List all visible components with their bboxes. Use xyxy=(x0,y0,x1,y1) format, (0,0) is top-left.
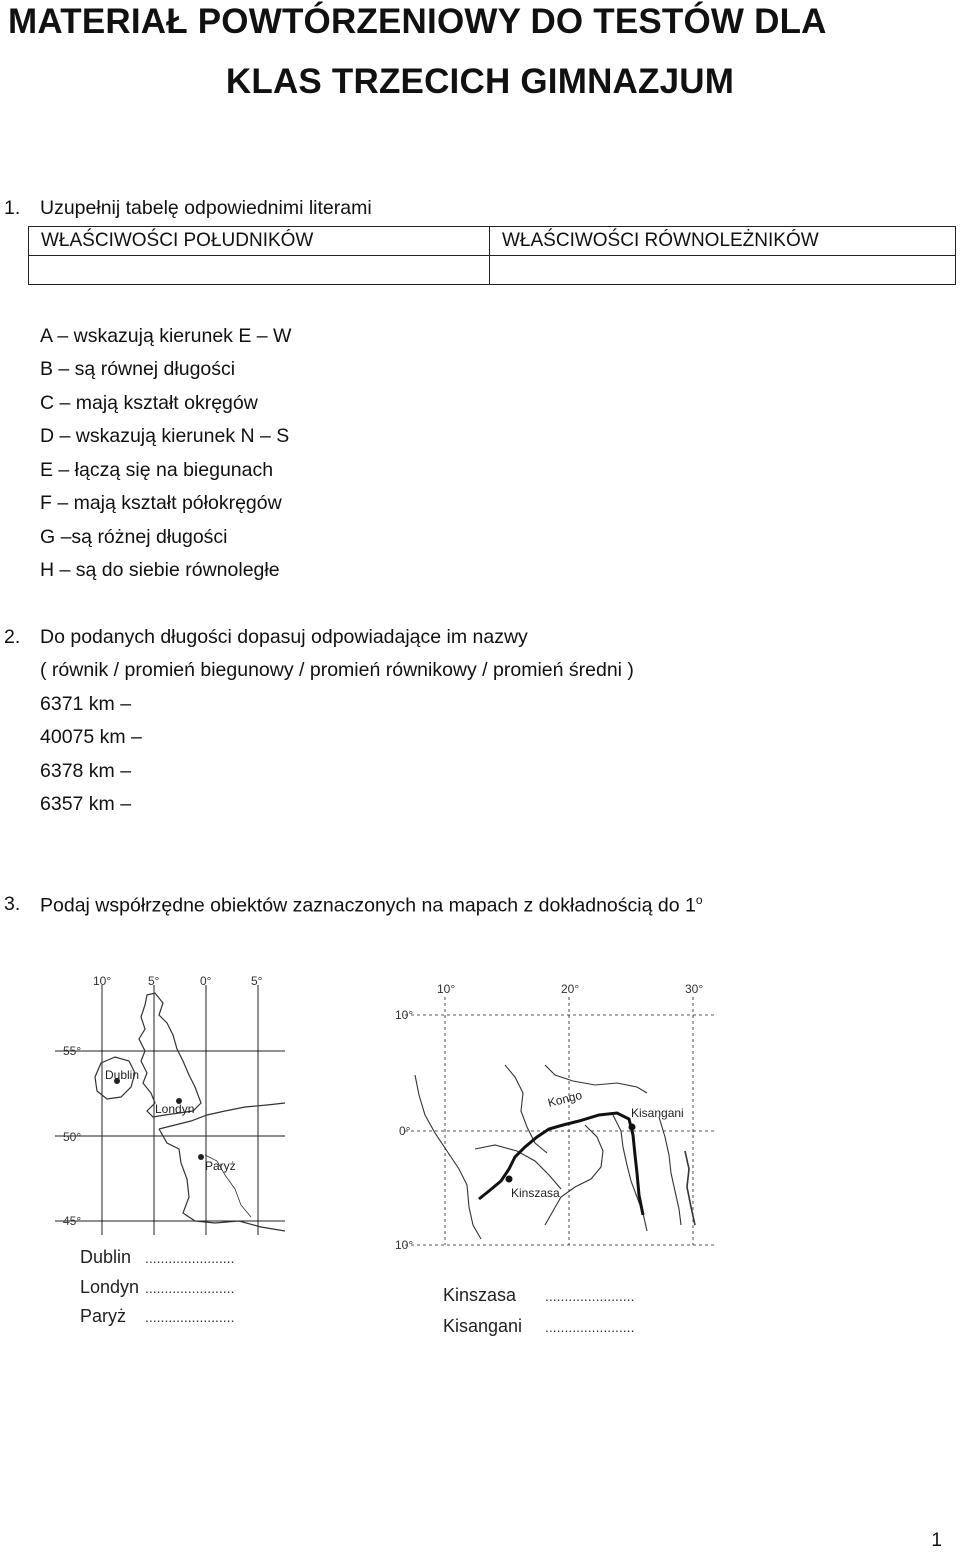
river-label-kongo: Kongo xyxy=(546,1087,584,1110)
option-item: F – mają kształt półokręgów xyxy=(40,492,282,514)
option-item: E – łączą się na biegunach xyxy=(40,459,274,481)
city-label-kinszasa: Kinszasa xyxy=(511,1186,560,1200)
city-label-london: Londyn xyxy=(155,1102,195,1116)
option-item: D – wskazują kierunek N – S xyxy=(40,425,290,447)
map-europe xyxy=(55,965,305,1355)
map-africa-grid xyxy=(405,997,715,1245)
task3-instruction: Podaj współrzędne obiektów zaznaczonych na mapach z dokładnością do 1$^o$ xyxy=(40,893,703,917)
answer-cell-parallels[interactable] xyxy=(490,256,956,285)
table-answer-row xyxy=(29,256,956,285)
lat-tick-label: 45° xyxy=(63,1214,82,1228)
task2-instruction: Do podanych długości dopasuj odpowiadające im nazwy xyxy=(40,626,528,648)
header-meridians: WŁAŚCIWOŚCI POŁUDNIKÓW xyxy=(29,227,490,256)
lon-tick-label: 5° xyxy=(251,974,263,988)
option-item: H – są do siebie równoległe xyxy=(40,559,280,581)
length-item: 40075 km – xyxy=(40,726,142,748)
length-item: 6357 km – xyxy=(40,793,132,815)
task1-number: 1. xyxy=(4,197,21,219)
kongo-river xyxy=(479,1113,643,1215)
header-parallels: WŁAŚCIWOŚCI RÓWNOLEŻNIKÓW xyxy=(490,227,956,256)
city-label-kisangani: Kisangani xyxy=(631,1106,684,1120)
lon-tick-label: 10° xyxy=(93,974,112,988)
page-title-line-2: KLAS TRZECICH GIMNAZJUM xyxy=(225,62,735,101)
lat-tick-label: 55° xyxy=(63,1044,82,1058)
answer-label-london: Londyn xyxy=(80,1277,140,1297)
answer-label-paris: Paryż xyxy=(80,1306,127,1326)
lon-tick-label: 30° xyxy=(685,982,704,996)
lat-tick-label: 50° xyxy=(63,1130,82,1144)
city-label-paris: Paryż xyxy=(205,1159,236,1173)
page-title-line-1: MATERIAŁ POWTÓRZENIOWY DO TESTÓW DLA xyxy=(8,2,827,41)
answer-blank-dublin[interactable]: ....................... xyxy=(145,1250,235,1266)
lon-tick-label: 10° xyxy=(437,982,456,996)
answer-label-kisangani: Kisangani xyxy=(443,1316,523,1336)
answer-cell-meridians[interactable] xyxy=(29,256,490,285)
option-item: B – są równej długości xyxy=(40,358,236,380)
task2-choices: ( równik / promień biegunowy / promień równikowy / promień średni ) xyxy=(40,659,634,681)
task3-number: 3. xyxy=(4,893,21,915)
answer-blank-london[interactable]: ....................... xyxy=(145,1280,235,1296)
lat-tick-label: 10° xyxy=(395,1238,414,1252)
city-label-dublin: Dublin xyxy=(105,1068,140,1082)
length-item: 6371 km – xyxy=(40,693,132,715)
lon-tick-label: 0° xyxy=(200,974,212,988)
page-number: 1 xyxy=(931,1530,942,1551)
lon-tick-label: 5° xyxy=(148,974,160,988)
option-item: G –są różnej długości xyxy=(40,526,228,548)
kinszasa-marker xyxy=(506,1176,513,1183)
kisangani-marker xyxy=(629,1124,636,1131)
answer-blank-paris[interactable]: ....................... xyxy=(145,1309,235,1325)
properties-table xyxy=(28,226,956,285)
map-africa-rivers xyxy=(415,1065,695,1239)
option-item: C – mają kształt okręgów xyxy=(40,392,258,414)
lon-tick-label: 20° xyxy=(561,982,580,996)
answer-blank-kisangani[interactable]: ....................... xyxy=(545,1319,635,1335)
answer-label-kinszasa: Kinszasa xyxy=(443,1285,517,1305)
paris-marker xyxy=(198,1154,204,1160)
degree-superscript: o xyxy=(695,893,703,907)
answer-label-dublin: Dublin xyxy=(80,1247,132,1267)
task1-instruction: Uzupełnij tabelę odpowiednimi literami xyxy=(40,197,372,219)
answer-blank-kinszasa[interactable]: ....................... xyxy=(545,1288,635,1304)
length-item: 6378 km – xyxy=(40,760,132,782)
lat-tick-label: 0° xyxy=(399,1124,411,1138)
task2-number: 2. xyxy=(4,626,21,648)
lat-tick-label: 10° xyxy=(395,1008,414,1022)
map-africa xyxy=(385,975,725,1345)
table-header-row xyxy=(29,227,956,256)
option-item: A – wskazują kierunek E – W xyxy=(40,325,292,347)
